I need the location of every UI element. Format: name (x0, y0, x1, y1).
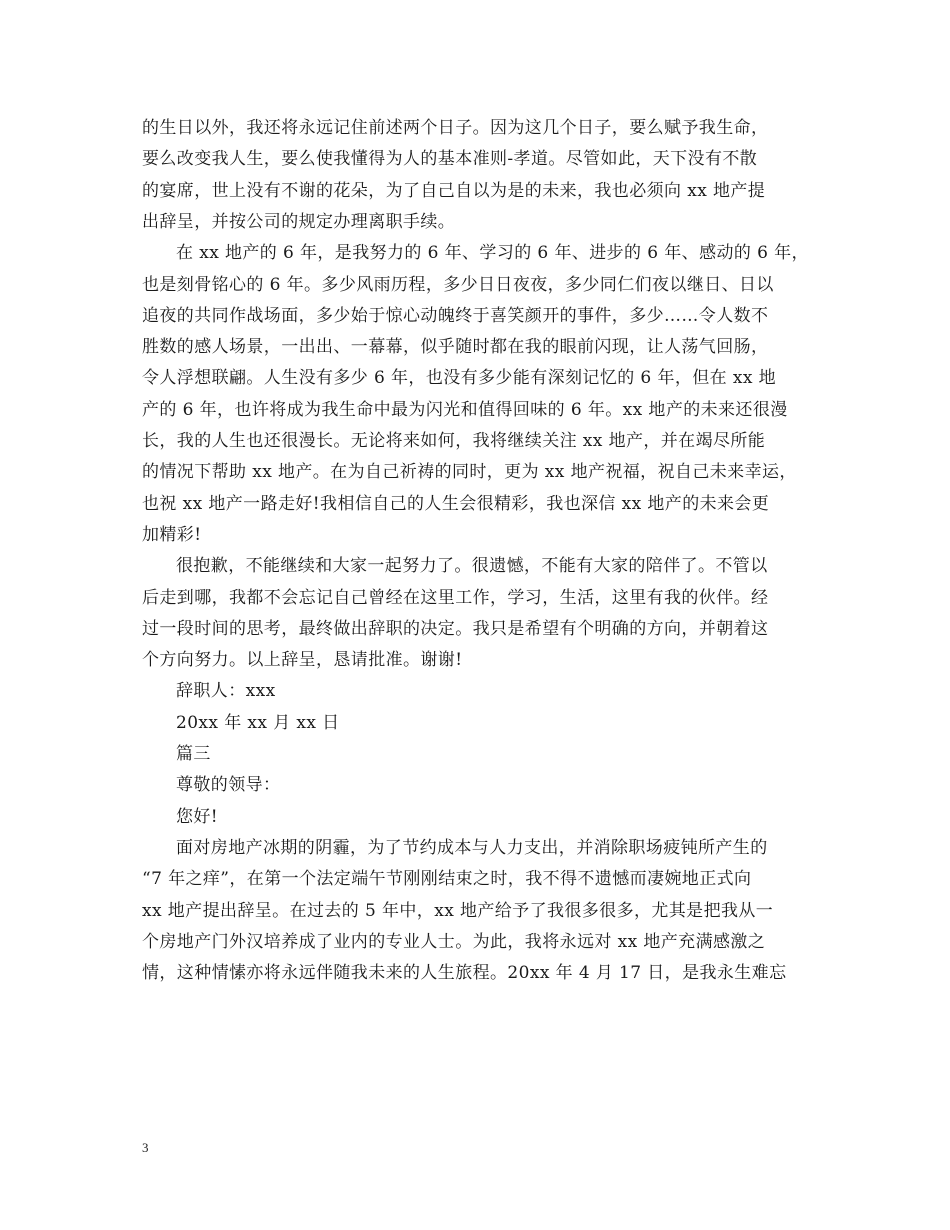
text-line: 面对房地产冰期的阴霾，为了节约成本与人力支出，并消除职场疲钝所产生的 (176, 837, 768, 858)
text-line: xx 地产提出辞呈。在过去的 5 年中，xx 地产给予了我很多很多，尤其是把我从一 (142, 900, 774, 921)
text-line: 篇三 (176, 744, 211, 764)
text-line: 要么改变我人生，要么使我懂得为人的基本准则-孝道。尽管如此，天下没有不散 (142, 149, 758, 170)
text-line: 个房地产门外汉培养成了业内的专业人士。为此，我将永远对 xx 地产充满感激之 (142, 931, 766, 952)
text-line: “7 年之痒”，在第一个法定端午节刚刚结束之时，我不得不遗憾而凄婉地正式向 (142, 869, 752, 890)
text-line: 个方向努力。以上辞呈，恳请批准。谢谢! (142, 650, 463, 671)
text-line: 后走到哪，我都不会忘记自己曾经在这里工作，学习，生活，这里有我的伙伴。经 (142, 587, 769, 608)
text-line: 的生日以外，我还将永远记住前述两个日子。因为这几个日子，要么赋予我生命， (142, 118, 769, 138)
text-line: 出辞呈，并按公司的规定办理离职手续。 (142, 211, 456, 232)
text-line: 情，这种情愫亦将永远伴随我未来的人生旅程。20xx 年 4 月 17 日，是我永生难忘 (142, 963, 787, 984)
text-line: 的宴席，世上没有不谢的花朵，为了自己自以为是的未来，我也必须向 xx 地产提 (142, 180, 766, 201)
text-line: 过一段时间的思考，最终做出辞职的决定。我只是希望有个明确的方向，并朝着这 (142, 618, 769, 639)
text-line: 产的 6 年，也许将成为我生命中最为闪光和值得回味的 6 年。xx 地产的未来还很漫 (142, 399, 788, 420)
text-line: 胜数的感人场景，一出出、一幕幕，似乎随时都在我的眼前闪现，让人荡气回肠， (142, 337, 769, 358)
text-line: 令人浮想联翩。人生没有多少 6 年，也没有多少能有深刻记忆的 6 年，但在 xx 地 (142, 368, 777, 389)
text-line: 20xx 年 xx 月 xx 日 (176, 712, 340, 733)
text-line: 您好! (176, 806, 219, 827)
text-line: 的情况下帮助 xx 地产。在为自己祈祷的同时，更为 xx 地产祝福，祝自己未来幸运， (142, 462, 797, 483)
text-line: 加精彩! (142, 524, 202, 545)
text-line: 也是刻骨铭心的 6 年。多少风雨历程，多少日日夜夜，多少同仁们夜以继日、日以 (142, 274, 774, 295)
text-line: 很抱歉，不能继续和大家一起努力了。很遗憾，不能有大家的陪伴了。不管以 (176, 556, 768, 577)
text-line: 追夜的共同作战场面，多少始于惊心动魄终于喜笑颜开的事件，多少……令人数不 (142, 305, 769, 326)
page-number: 3 (142, 1140, 149, 1155)
text-line: 也祝 xx 地产一路走好!我相信自己的人生会很精彩，我也深信 xx 地产的未来会更 (142, 493, 770, 514)
text-line: 辞职人：xxx (176, 681, 276, 702)
text-line: 在 xx 地产的 6 年，是我努力的 6 年、学习的 6 年、进步的 6 年、感动的 6 年， (176, 243, 809, 264)
text-line: 长，我的人生也还很漫长。无论将来如何，我将继续关注 xx 地产，并在竭尽所能 (142, 431, 766, 451)
text-line: 尊敬的领导： (176, 775, 281, 796)
